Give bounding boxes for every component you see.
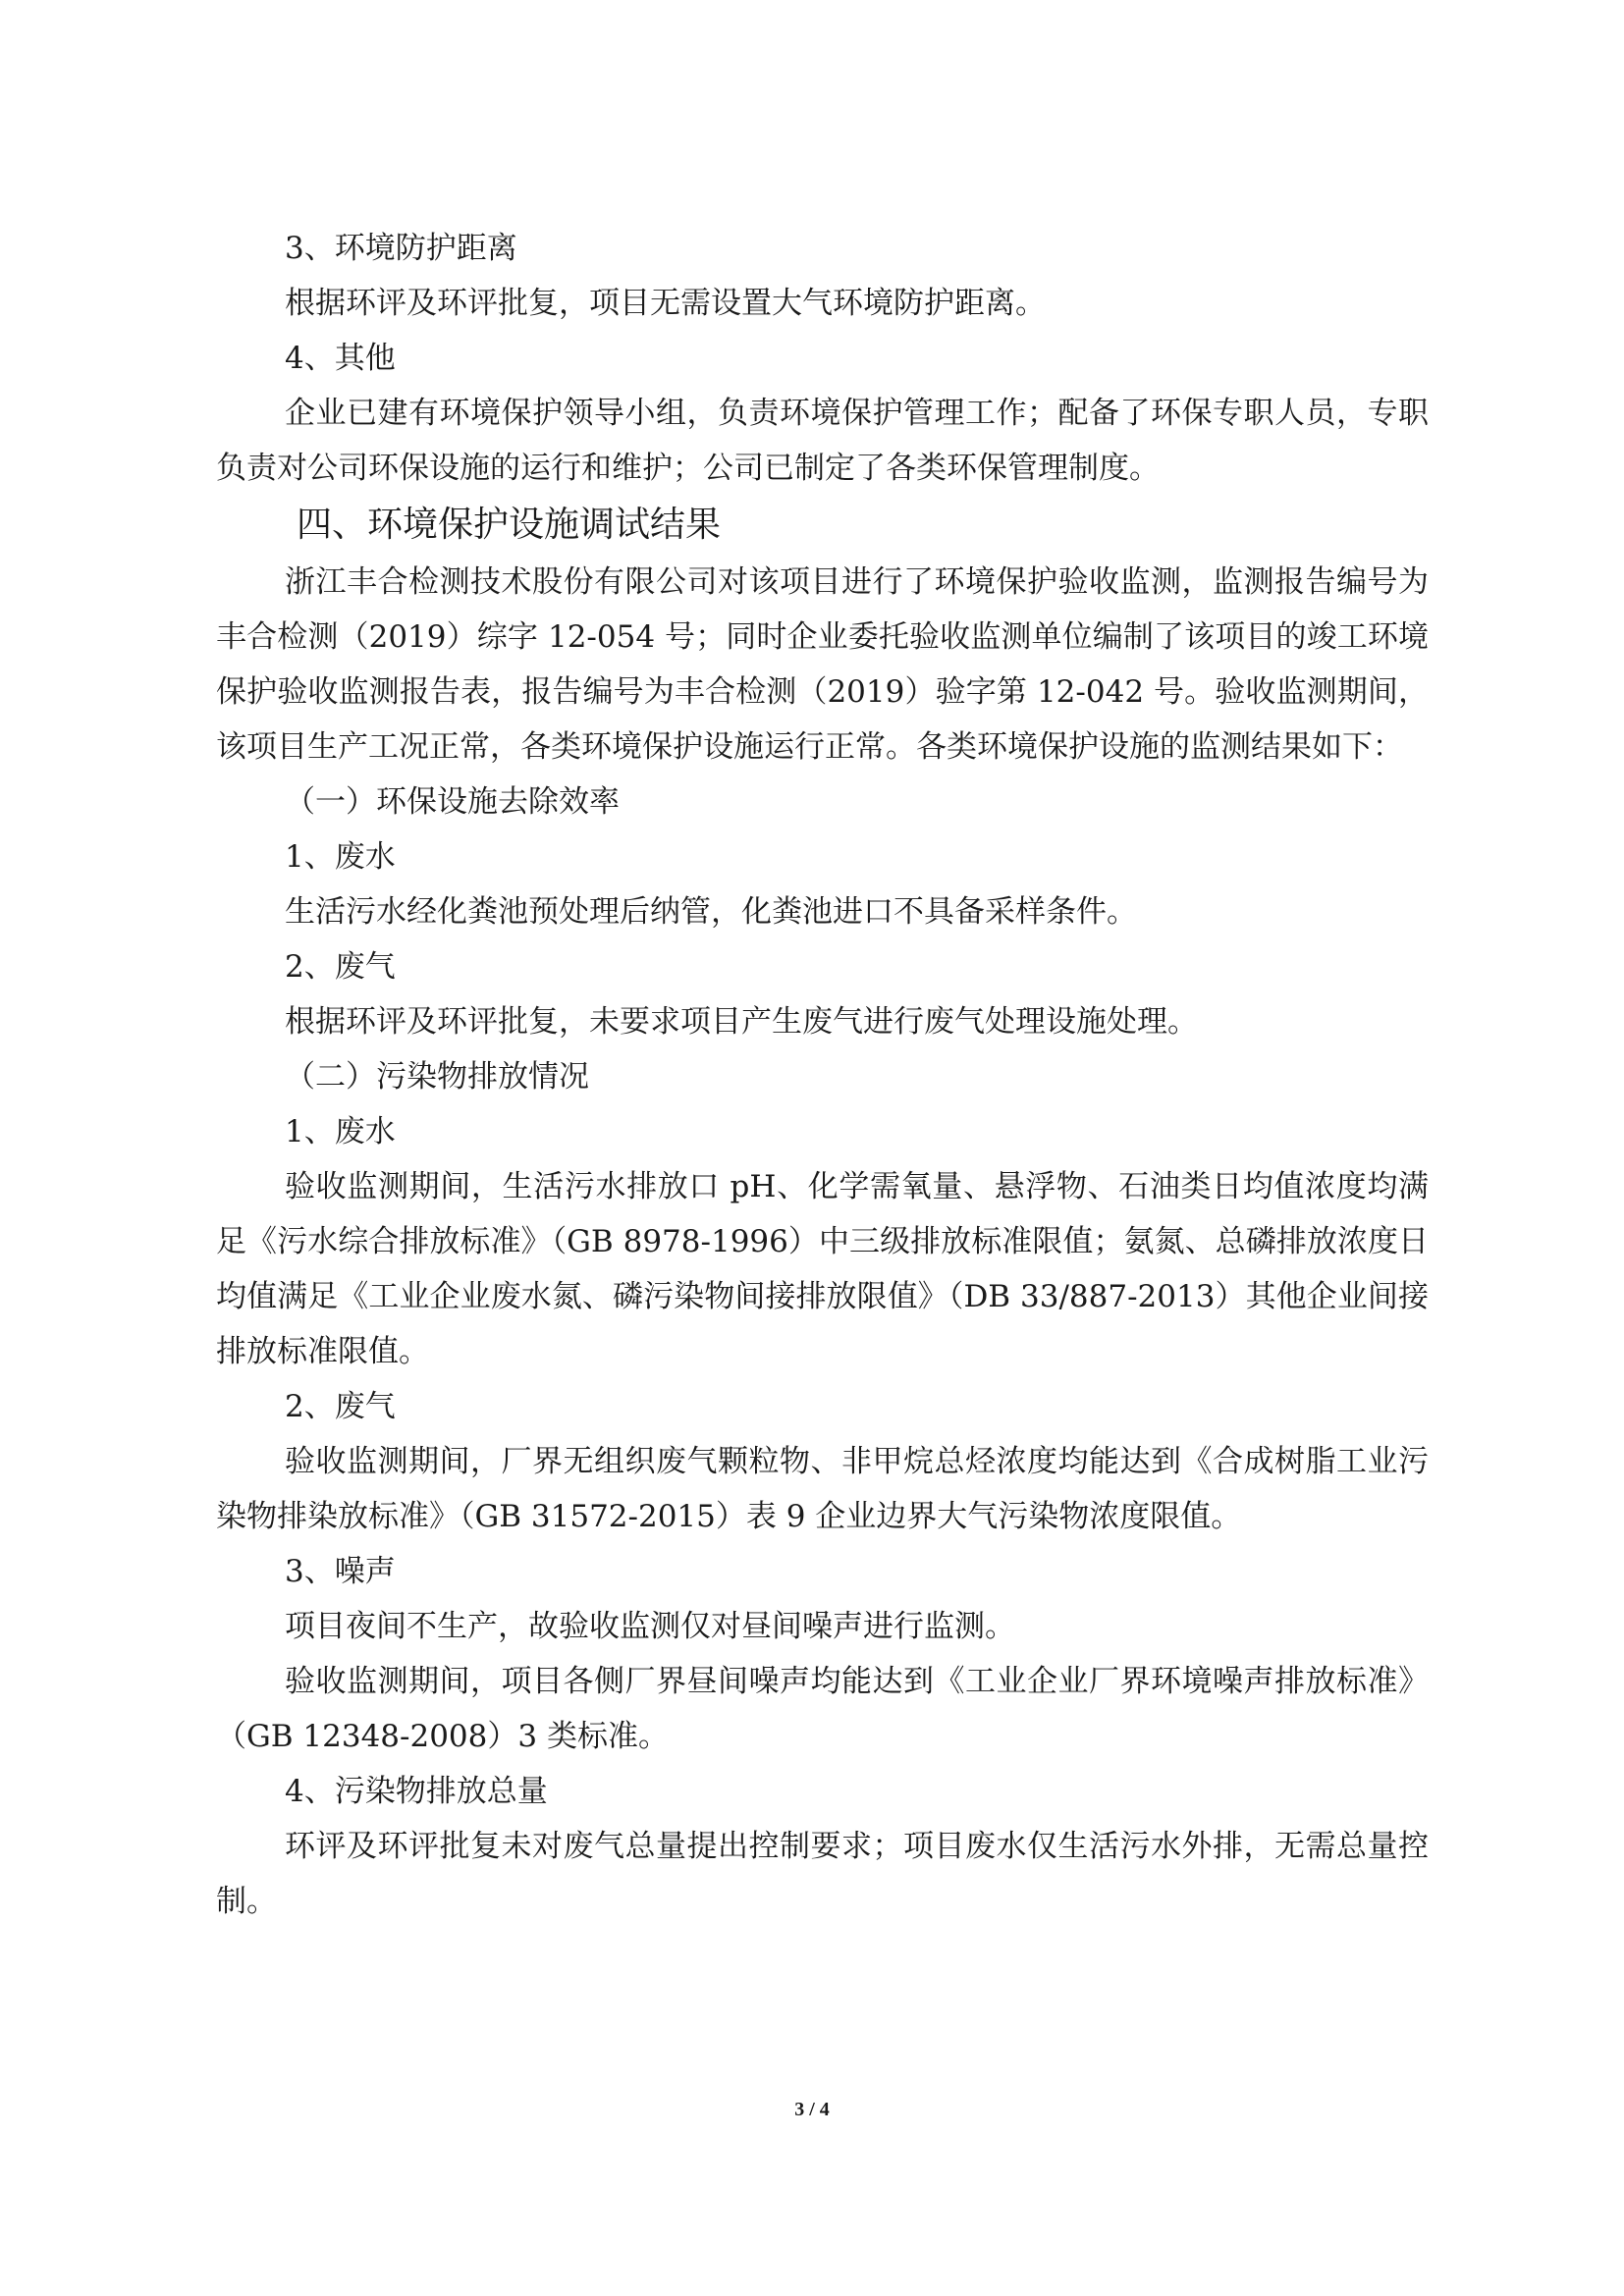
section-3-heading: 3、环境防护距离 bbox=[285, 231, 517, 266]
section-4-heading: 4、其他 bbox=[285, 341, 396, 376]
sub-2-item-3-body-2: 验收监测期间，项目各侧厂界昼间噪声均能达到《工业企业厂界环境噪声排放标准》（GB 12348-2008）3 类标准。 bbox=[216, 1664, 1429, 1754]
chapter-4-intro: 浙江丰合检测技术股份有限公司对该项目进行了环境保护验收监测，监测报告编号为丰合检测（2019）综字 12-054 号；同时企业委托验收监测单位编制了该项目的竣工环境保护验收监测报告表，报告编号为丰合检测（2019）验字第 12-042 号。验收监测期间，该项目生产工况正常，各类环境保护设施运行正常。各类环境保护设施的监测结果如下： bbox=[216, 564, 1429, 765]
chapter-4-title: 四、环境保护设施调试结果 bbox=[297, 505, 722, 545]
sub-2-item-4-heading: 4、污染物排放总量 bbox=[285, 1774, 548, 1809]
sub-1-heading: （一）环保设施去除效率 bbox=[285, 784, 620, 820]
page-number: 3 / 4 bbox=[794, 2099, 830, 2120]
sub-1-item-1-heading: 1、废水 bbox=[285, 839, 396, 875]
sub-2-item-2-heading: 2、废气 bbox=[285, 1389, 396, 1424]
sub-1-item-1-body: 生活污水经化粪池预处理后纳管，化粪池进口不具备采样条件。 bbox=[285, 894, 1137, 930]
sub-2-item-1-heading: 1、废水 bbox=[285, 1114, 396, 1149]
sub-1-item-2-body: 根据环评及环评批复，未要求项目产生废气进行废气处理设施处理。 bbox=[285, 1004, 1198, 1040]
sub-2-item-3-body-1: 项目夜间不生产，故验收监测仅对昼间噪声进行监测。 bbox=[285, 1609, 1015, 1644]
sub-2-item-1-body: 验收监测期间，生活污水排放口 pH、化学需氧量、悬浮物、石油类日均值浓度均满足《污水综合排放标准》（GB 8978-1996）中三级排放标准限值；氨氮、总磷排放浓度日均值满足《工业企业废水氮、磷污染物间接排放限值》（DB 33/887-2013）其他企业间接排放标准限值。 bbox=[216, 1169, 1429, 1369]
page-content bbox=[216, 221, 1429, 1929]
sub-2-item-3-heading: 3、噪声 bbox=[285, 1554, 396, 1589]
sub-2-heading: （二）污染物排放情况 bbox=[285, 1059, 589, 1095]
sub-2-item-2-body: 验收监测期间，厂界无组织废气颗粒物、非甲烷总烃浓度均能达到《合成树脂工业污染物排染放标准》（GB 31572-2015）表 9 企业边界大气污染物浓度限值。 bbox=[216, 1444, 1429, 1534]
sub-1-item-2-heading: 2、废气 bbox=[285, 949, 396, 985]
section-3-body: 根据环评及环评批复，项目无需设置大气环境防护距离。 bbox=[285, 286, 1046, 321]
sub-2-item-4-body: 环评及环评批复未对废气总量提出控制要求；项目废水仅生活污水外排，无需总量控制。 bbox=[216, 1829, 1429, 1919]
section-4-body: 企业已建有环境保护领导小组，负责环境保护管理工作；配备了环保专职人员，专职负责对公司环保设施的运行和维护；公司已制定了各类环保管理制度。 bbox=[216, 396, 1429, 486]
